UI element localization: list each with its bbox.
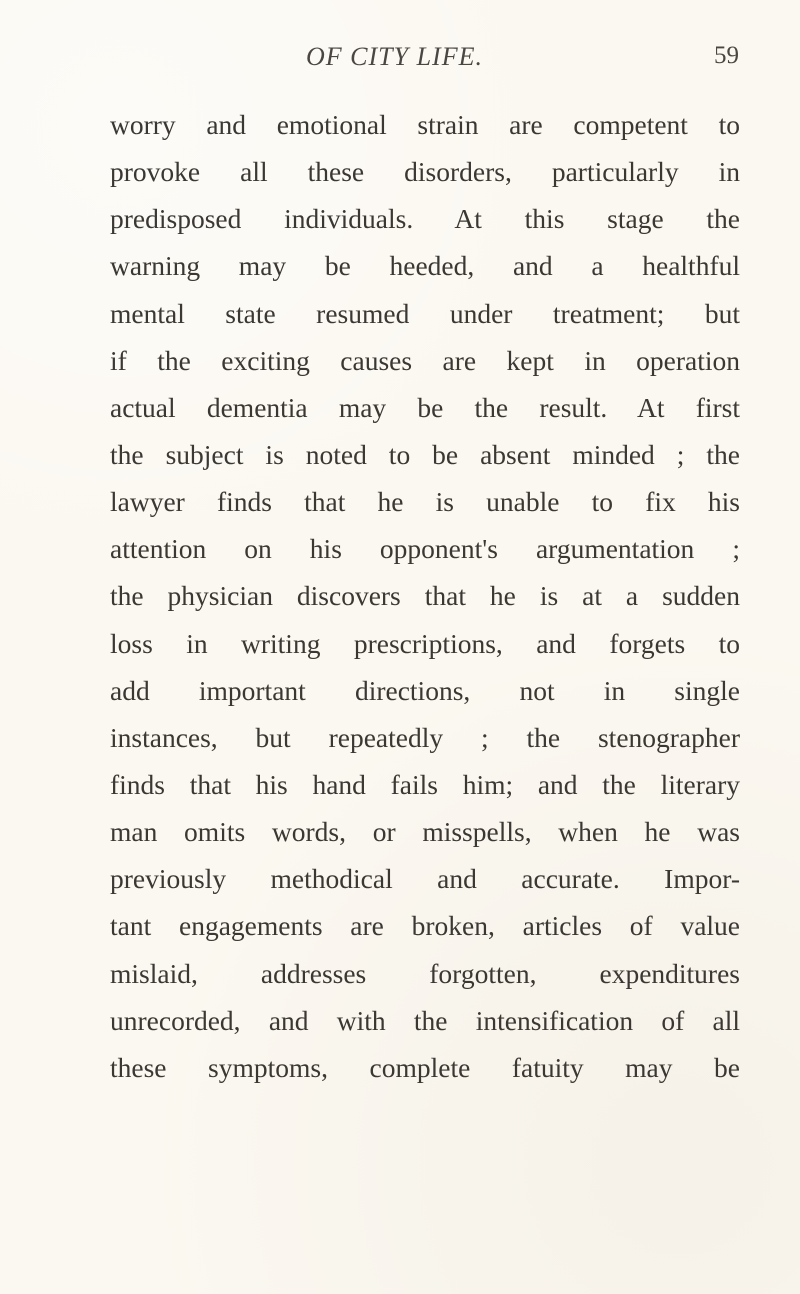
text-line: worry and emotional strain are competent to	[110, 109, 740, 140]
text-line: tant engagements are broken, articles of value	[110, 910, 740, 942]
text-line: the subject is noted to be absent minded ; the	[110, 438, 740, 470]
text-line: these symptoms, complete fatuity may be	[110, 1051, 740, 1083]
text-line: if the exciting causes are kept in operation	[110, 344, 740, 376]
page-number: 59	[714, 42, 739, 69]
text-line: mental state resumed under treatment; but	[110, 297, 740, 329]
text-line: warning may be heeded, and a healthful	[110, 250, 740, 282]
text-line: instances, but repeatedly ; the stenographer	[110, 721, 740, 753]
text-line: man omits words, or misspells, when he was	[110, 816, 740, 848]
text-line: loss in writing prescriptions, and forgets to	[110, 627, 740, 659]
text-line: attention on his opponent's argumentation ;	[110, 533, 740, 565]
text-line: actual dementia may be the result. At first	[110, 391, 740, 423]
text-line: mislaid, addresses forgotten, expenditures	[110, 957, 740, 989]
text-line: lawyer finds that he is unable to fix his	[110, 486, 740, 518]
text-line: finds that his hand fails him; and the literary	[110, 768, 740, 800]
text-line: unrecorded, and with the intensification of all	[110, 1004, 740, 1036]
running-title: OF CITY LIFE.	[306, 42, 483, 71]
text-line: previously methodical and accurate. Impor-	[110, 863, 740, 895]
text-line: predisposed individuals. At this stage the	[110, 203, 740, 235]
body-text	[110, 101, 740, 1091]
text-line: provoke all these disorders, particularly in	[110, 156, 740, 188]
text-line: the physician discovers that he is at a sudden	[110, 580, 740, 612]
text-line: add important directions, not in single	[110, 674, 740, 706]
